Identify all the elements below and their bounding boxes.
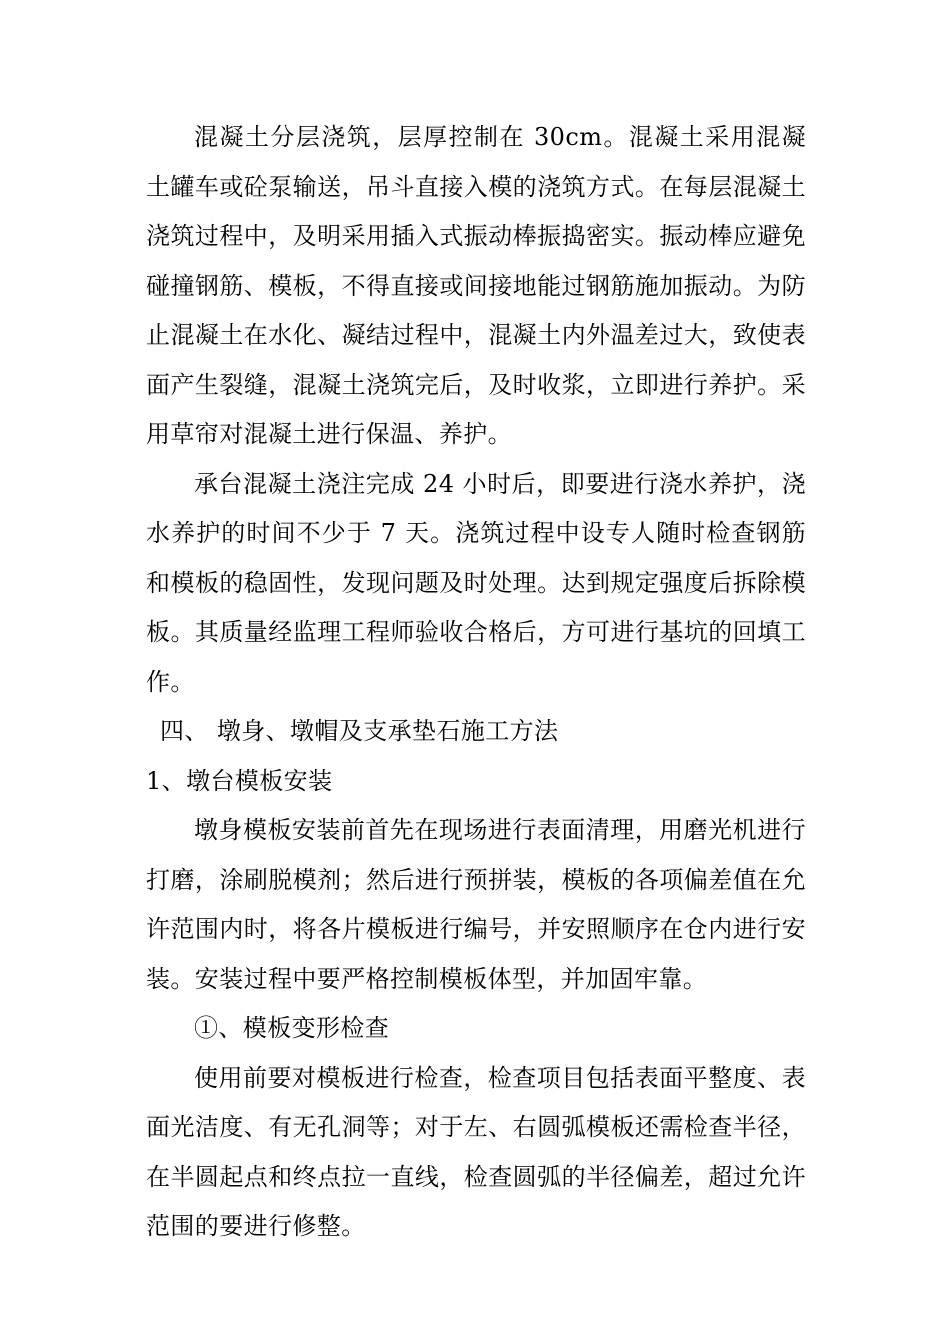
- document-body: [146, 113, 806, 1252]
- section-heading-pier-construction: 四、 墩身、墩帽及支承垫石施工方法: [160, 717, 559, 745]
- paragraph-curing: 承台混凝土浇注完成 24 小时后，即要进行浇水养护，浇水养护的时间不少于 7 天。浇筑过程中设专人随时检查钢筋和模板的稳固性，发现问题及时处理。达到规定强度后拆除模板。其质量经监理工程师验收合格后，方可进行基坑的回填工作。: [146, 469, 806, 696]
- paragraph-formwork-inspection: 使用前要对模板进行检查，检查项目包括表面平整度、表面光洁度、有无孔洞等；对于左、右圆弧模板还需检查半径，在半圆起点和终点拉一直线，检查圆弧的半径偏差，超过允许范围的要进行修整。: [146, 1063, 806, 1240]
- paragraph-formwork-installation: 墩身模板安装前首先在现场进行表面清理，用磨光机进行打磨，涂刷脱模剂；然后进行预拼装，模板的各项偏差值在允许范围内时，将各片模板进行编号，并安照顺序在仓内进行安装。安装过程中要严格控制模板体型，并加固牢靠。: [146, 816, 806, 993]
- paragraph-concrete-pouring: 混凝土分层浇筑，层厚控制在 30cm。混凝土采用混凝土罐车或砼泵输送，吊斗直接入模的浇筑方式。在每层混凝土浇筑过程中，及明采用插入式振动棒振捣密实。振动棒应避免碰撞钢筋、模板，不得直接或间接地能过钢筋施加振动。为防止混凝土在水化、凝结过程中，混凝土内外温差过大，致使表面产生裂缝，混凝土浇筑完后，及时收浆，立即进行养护。采用草帘对混凝土进行保温、养护。: [146, 123, 806, 448]
- item-heading-formwork-inspection: ①、模板变形检查: [194, 1014, 390, 1042]
- subsection-heading-formwork-installation: 1、墩台模板安装: [146, 766, 333, 795]
